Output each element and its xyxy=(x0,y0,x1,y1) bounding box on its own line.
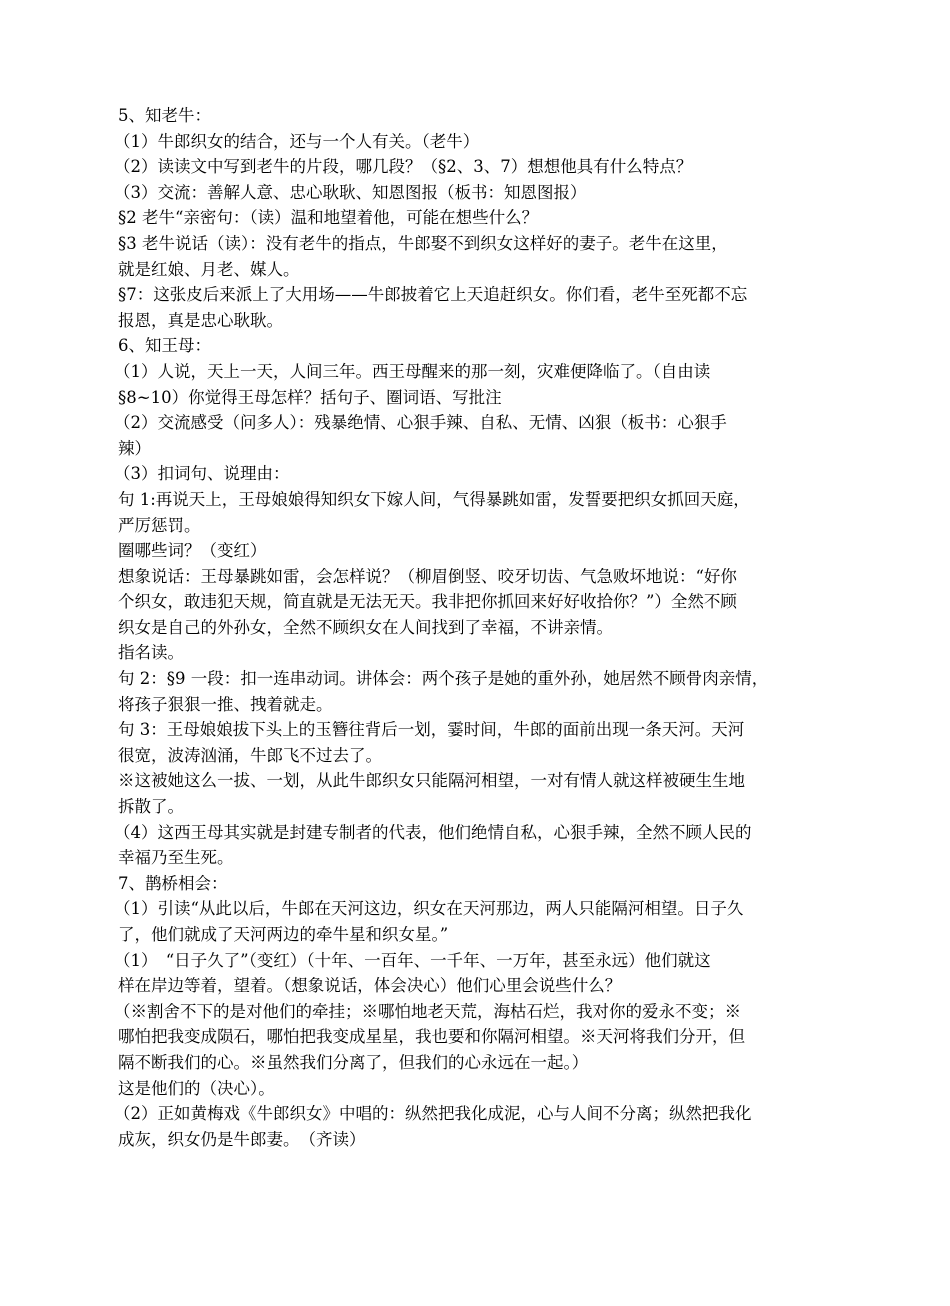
text-line: 指名读。 xyxy=(118,643,184,663)
text-line: ※这被她这么一拔、一划，从此牛郎织女只能隔河相望，一对有情人就这样被硬生生地 xyxy=(118,771,745,791)
text-line: 很宽，波涛汹涌，牛郎飞不过去了。 xyxy=(118,745,382,765)
text-line: 哪怕把我变成陨石，哪怕把我变成星星，我也要和你隔河相望。※天河将我们分开，但 xyxy=(118,1027,745,1047)
text-line: 拆散了。 xyxy=(118,797,184,817)
text-line: 圈哪些词？（变红） xyxy=(118,541,267,561)
text-line: （3）交流：善解人意、忠心耿耿、知恩图报（板书：知恩图报） xyxy=(114,182,587,202)
text-line: （4）这西王母其实就是封建专制者的代表，他们绝情自私，心狠手辣，全然不顾人民的 xyxy=(114,822,752,842)
text-line: 成灰，织女仍是牛郎妻。 （齐读） xyxy=(118,1129,366,1149)
text-line: §2 老牛“亲密句：（读）温和地望着他，可能在想些什么？ xyxy=(118,208,539,228)
text-line: §7：这张皮后来派上了大用场——牛郎披着它上天追赶织女。你们看，老牛至死都不忘 xyxy=(118,285,748,305)
text-line: 辣） xyxy=(118,438,151,458)
text-line: 句 1:再说天上，王母娘娘得知织女下嫁人间，气得暴跳如雷，发誓要把织女抓回天庭， xyxy=(118,489,750,509)
text-line: （2）正如黄梅戏《牛郎织女》中唱的：纵然把我化成泥，心与人间不分离；纵然把我化 xyxy=(114,1104,752,1124)
text-line: 隔不断我们的心。※虽然我们分离了，但我们的心永远在一起。） xyxy=(118,1052,589,1072)
text-line: 个织女，敢违犯天规，简直就是无法无天。我非把你抓回来好好收拾你？”）全然不顾 xyxy=(118,592,737,612)
text-line: 织女是自己的外孙女，全然不顾织女在人间找到了幸福，不讲亲情。 xyxy=(118,617,613,637)
text-line: （2）交流感受（问多人）：残暴绝情、心狠手辣、自私、无情、凶狠（板书：心狠手 xyxy=(114,413,727,433)
text-line: 句 3：王母娘娘拔下头上的玉簪往背后一划，霎时间，牛郎的面前出现一条天河。天河 xyxy=(118,720,745,740)
text-line: （1）牛郎织女的结合，还与一个人有关。（老牛） xyxy=(114,131,480,151)
text-line: 严厉惩罚。 xyxy=(118,515,201,535)
heading-5: 5、知老牛： xyxy=(118,106,211,125)
text-line: （1）人说，天上一天，人间三年。西王母醒来的那一刻，灾难便降临了。（自由读 xyxy=(114,361,711,381)
text-line: 想象说话：王母暴跳如雷，会怎样说？（柳眉倒竖、咬牙切齿、气急败坏地说：“好你 xyxy=(118,566,737,586)
heading-6: 6、知王母： xyxy=(118,336,211,356)
text-line: 将孩子狠狠一推、拽着就走。 xyxy=(118,694,333,714)
text-line: 了，他们就成了天河两边的牵牛星和织女星。” xyxy=(118,925,449,944)
heading-7: 7、鹊桥相会： xyxy=(118,873,228,893)
text-line: 报恩，真是忠心耿耿。 xyxy=(118,310,283,330)
text-line: （1） “日子久了”（变红）（十年、一百年、一千年、一万年，甚至永远）他们就这 xyxy=(114,950,711,970)
text-line: §8~10）你觉得王母怎样？括句子、圈词语、写批注 xyxy=(118,387,502,407)
text-line: §3 老牛说话（读）：没有老牛的指点，牛郎娶不到织女这样好的妻子。老牛在这里， xyxy=(118,233,728,253)
text-line: 这是他们的（决心）。 xyxy=(118,1078,275,1098)
text-line: （1）引读“从此以后，牛郎在天河这边，织女在天河那边，两人只能隔河相望。日子久 xyxy=(114,899,744,919)
text-line: （3）扣词句、说理由： xyxy=(114,464,290,484)
text-line: 就是红娘、月老、媒人。 xyxy=(118,259,300,279)
text-line: 句 2：§9 一段：扣一连串动词。讲体会：两个孩子是她的重外孙，她居然不顾骨肉亲情， xyxy=(118,669,769,689)
text-line: （※割舍不下的是对他们的牵挂；※哪怕地老天荒，海枯石烂，我对你的爱永不变；※ xyxy=(114,1001,741,1021)
text-line: （2）读读文中写到老牛的片段，哪几段？（§2、3、7）想想他具有什么特点？ xyxy=(114,157,693,177)
text-line: 幸福乃至生死。 xyxy=(118,848,234,868)
document-body xyxy=(114,103,808,1152)
text-line: 样在岸边等着，望着。（想象说话，体会决心）他们心里会说些什么？ xyxy=(118,976,622,996)
